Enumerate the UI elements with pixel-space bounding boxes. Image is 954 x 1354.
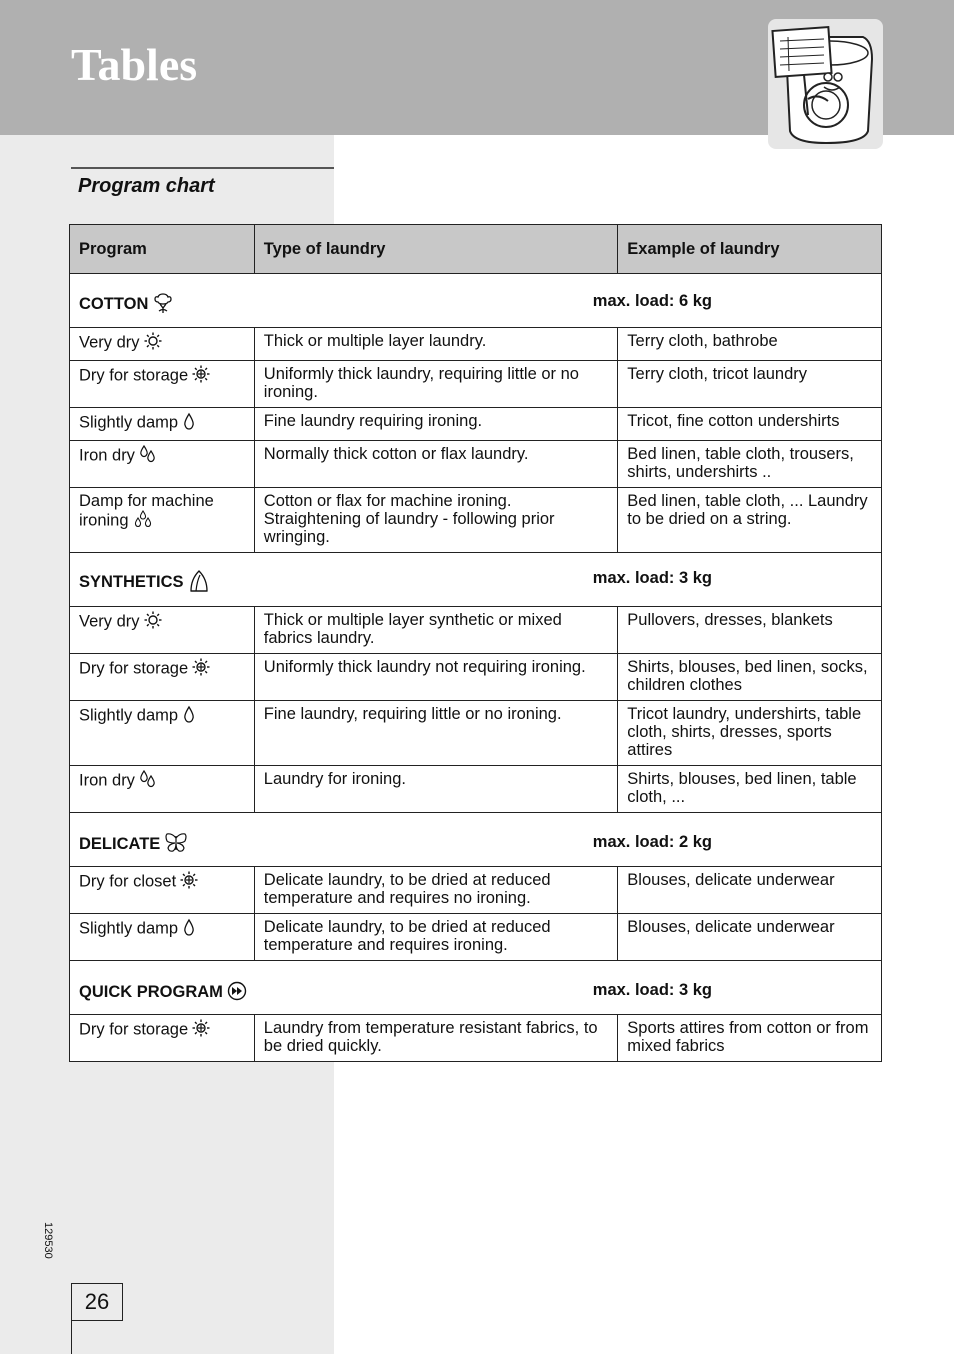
- type-cell: Thick or multiple layer synthetic or mixed fabrics laundry.: [254, 607, 618, 654]
- group-header: [70, 274, 882, 328]
- program-label: Dry for storage: [79, 366, 189, 385]
- table-row: [70, 607, 882, 654]
- group-header: [70, 813, 882, 867]
- table-row: [70, 441, 882, 488]
- example-cell: Tricot, fine cotton undershirts: [618, 408, 882, 441]
- program-cell: [70, 1015, 255, 1062]
- table-row: [70, 408, 882, 441]
- sun-icon: [144, 332, 162, 354]
- two-drops-icon: [139, 770, 157, 792]
- program-chart-table: [69, 224, 882, 1062]
- table-row: [70, 328, 882, 361]
- storage-dry-icon: [192, 365, 210, 387]
- type-cell: Delicate laundry, to be dried at reduced temperature and requires ironing.: [254, 914, 618, 961]
- group-header-row: [70, 553, 882, 607]
- example-cell: Terry cloth, tricot laundry: [618, 361, 882, 408]
- type-cell: Uniformly thick laundry, requiring little or no ironing.: [254, 361, 618, 408]
- program-cell: [70, 328, 255, 361]
- table-row: [70, 654, 882, 701]
- type-cell: Thick or multiple layer laundry.: [254, 328, 618, 361]
- group-header-row: [70, 961, 882, 1015]
- program-cell: [70, 766, 255, 813]
- example-cell: Terry cloth, bathrobe: [618, 328, 882, 361]
- program-label: Slightly damp: [79, 413, 179, 432]
- header-type: Type of laundry: [254, 225, 618, 274]
- program-cell: [70, 488, 255, 553]
- program-label: Damp for machine ironing: [79, 492, 214, 530]
- example-cell: Bed linen, table cloth, ... Laundry to be dried on a string.: [618, 488, 882, 553]
- page-rule: [71, 1320, 72, 1354]
- table-row: [70, 701, 882, 766]
- program-cell: [70, 361, 255, 408]
- type-cell: Laundry from temperature resistant fabrics, to be dried quickly.: [254, 1015, 618, 1062]
- example-cell: Pullovers, dresses, blankets: [618, 607, 882, 654]
- table-body: [70, 274, 882, 1062]
- program-cell: [70, 701, 255, 766]
- sun-icon: [144, 611, 162, 633]
- storage-dry-icon: [180, 871, 198, 893]
- type-cell: Uniformly thick laundry not requiring ironing.: [254, 654, 618, 701]
- type-cell: Normally thick cotton or flax laundry.: [254, 441, 618, 488]
- three-drops-icon: [133, 510, 153, 532]
- program-cell: [70, 654, 255, 701]
- type-cell: Fine laundry, requiring little or no ironing.: [254, 701, 618, 766]
- example-cell: Sports attires from cotton or from mixed fabrics: [618, 1015, 882, 1062]
- group-max-load: max. load: 2 kg: [592, 833, 712, 851]
- example-cell: Blouses, delicate underwear: [618, 914, 882, 961]
- group-header: [70, 553, 882, 607]
- type-cell: Laundry for ironing.: [254, 766, 618, 813]
- drop-icon: [182, 918, 196, 940]
- group-header-row: [70, 274, 882, 328]
- quick-icon: [227, 981, 247, 1005]
- program-label: Very dry: [79, 333, 140, 352]
- program-label: Iron dry: [79, 771, 135, 790]
- group-max-load: max. load: 6 kg: [592, 292, 712, 310]
- synthetics-icon: [188, 569, 210, 597]
- example-cell: Bed linen, table cloth, trousers, shirts, undershirts ..: [618, 441, 882, 488]
- example-cell: Shirts, blouses, bed linen, socks, children clothes: [618, 654, 882, 701]
- group-header: [70, 961, 882, 1015]
- example-cell: Shirts, blouses, bed linen, table cloth, ...: [618, 766, 882, 813]
- program-label: Very dry: [79, 612, 140, 631]
- program-label: Iron dry: [79, 446, 135, 465]
- group-name: COTTON: [79, 295, 149, 314]
- type-cell: Cotton or flax for machine ironing. Straightening of laundry - following prior wringing.: [254, 488, 618, 553]
- document-code: 129530: [42, 1222, 54, 1259]
- group-name: DELICATE: [79, 835, 161, 854]
- drop-icon: [182, 412, 196, 434]
- table-row: [70, 766, 882, 813]
- program-label: Slightly damp: [79, 706, 179, 725]
- group-name: QUICK PROGRAM: [79, 983, 223, 1002]
- table-row: [70, 867, 882, 914]
- group-max-load: max. load: 3 kg: [592, 981, 712, 999]
- table-row: [70, 1015, 882, 1062]
- table-row: [70, 488, 882, 553]
- type-cell: Delicate laundry, to be dried at reduced temperature and requires no ironing.: [254, 867, 618, 914]
- program-cell: [70, 441, 255, 488]
- header-example: Example of laundry: [618, 225, 882, 274]
- storage-dry-icon: [192, 658, 210, 680]
- program-label: Dry for storage: [79, 659, 189, 678]
- group-header-row: [70, 813, 882, 867]
- program-label: Dry for closet: [79, 872, 177, 891]
- cotton-icon: [152, 292, 174, 318]
- program-cell: [70, 867, 255, 914]
- drop-icon: [182, 705, 196, 727]
- storage-dry-icon: [192, 1019, 210, 1041]
- program-cell: [70, 408, 255, 441]
- page-title: Tables: [71, 39, 198, 90]
- group-name: SYNTHETICS: [79, 573, 184, 592]
- header-program: Program: [70, 225, 255, 274]
- table-row: [70, 361, 882, 408]
- section-rule: [71, 167, 334, 169]
- table-header-row: [70, 225, 882, 274]
- table-row: [70, 914, 882, 961]
- page-number: 26: [71, 1283, 123, 1321]
- program-cell: [70, 607, 255, 654]
- example-cell: Blouses, delicate underwear: [618, 867, 882, 914]
- program-cell: [70, 914, 255, 961]
- example-cell: Tricot laundry, undershirts, table cloth, shirts, dresses, sports attires: [618, 701, 882, 766]
- program-label: Dry for storage: [79, 1020, 189, 1039]
- butterfly-icon: [164, 833, 188, 857]
- program-label: Slightly damp: [79, 919, 179, 938]
- dryer-mascot-icon: [768, 19, 883, 149]
- type-cell: Fine laundry requiring ironing.: [254, 408, 618, 441]
- group-max-load: max. load: 3 kg: [592, 569, 712, 587]
- section-title: Program chart: [78, 175, 215, 197]
- two-drops-icon: [139, 445, 157, 467]
